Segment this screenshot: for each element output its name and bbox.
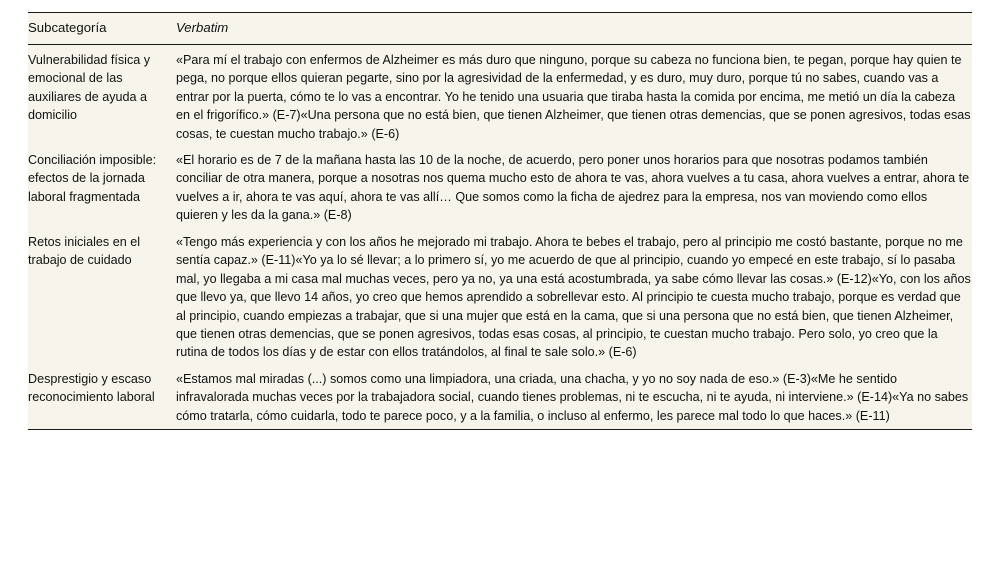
table-row bbox=[28, 366, 972, 430]
table-cell-verbatim bbox=[176, 229, 972, 366]
table-cell-verbatim bbox=[176, 147, 972, 229]
table-bottom-rule-row bbox=[28, 430, 972, 431]
subcategory-label: Desprestigio y escaso reconocimiento laboral bbox=[28, 371, 155, 405]
table-cell-subcategory bbox=[28, 366, 176, 430]
table-row bbox=[28, 44, 972, 147]
table-bottom-rule bbox=[28, 430, 972, 431]
table-body bbox=[28, 44, 972, 430]
table-header-row bbox=[28, 13, 972, 45]
verbatim-quote: «Para mí el trabajo con enfermos de Alzheimer es más duro que ninguno, porque su cabeza no funciona bien, te pegan, porque hay quien te pega, no porque ellos quieran pegarte, sino por la agresividad de la enfermedad, y es duro, muy duro, porque tú no sabes, cuando vas a entrar por la puerta, cómo te lo vas a encontrar. Yo he tenido una usuaria que tiraba hasta la comida por encima, me metió un día la cabeza en el frigorífico.» (E-7)«Una persona que no está bien, que tienen Alzheimer, que tienen otras demencias, que se ponen agresivos, todas esas cosas, te cuestan mucho trabajo.» (E-6) bbox=[176, 52, 971, 141]
table-cell-subcategory bbox=[28, 44, 176, 147]
column-header-verbatim: Verbatim bbox=[176, 13, 972, 45]
table-cell-subcategory bbox=[28, 147, 176, 229]
table-header bbox=[28, 13, 972, 45]
subcategory-label: Vulnerabilidad física y emocional de las auxiliares de ayuda a domicilio bbox=[28, 52, 151, 123]
subcategory-label: Conciliación imposible: efectos de la jornada laboral fragmentada bbox=[28, 153, 157, 204]
table-cell-verbatim bbox=[176, 44, 972, 147]
subcategory-label: Retos iniciales en el trabajo de cuidado bbox=[28, 234, 141, 268]
table-cell-verbatim bbox=[176, 366, 972, 430]
verbatim-quote: «Estamos mal miradas (...) somos como una limpiadora, una criada, una chacha, y yo no soy nada de eso.» (E-3)«Me he sentido infravalorada muchas veces por la trabajadora social, cuando tienes problemas, ni te escucha, ni te ayuda, ni interviene.» (E-14)«Ya no sabes cómo tratarla, cómo cuidarla, todo te parece poco, y a la familia, o incluso al enfermo, les parece mal todo lo que haces.» (E-11) bbox=[176, 371, 969, 423]
table-cell-subcategory bbox=[28, 229, 176, 366]
verbatim-quote: «El horario es de 7 de la mañana hasta las 10 de la noche, de acuerdo, pero poner unos horarios para que nosotras podamos también conciliar de otra manera, porque a nosotras nos quema mucho esto de ahora te vas, ahora vuelves a tu casa, ahora vuelves a entrar, ahora te vuelves a ir, ahora te vas aquí, ahora te vas allí… Que somos como la ficha de ajedrez para la empresa, nos van moviendo como ellos quieren y les da la gana.» (E-8) bbox=[176, 153, 970, 223]
table-row bbox=[28, 147, 972, 229]
verbatim-quote: «Tengo más experiencia y con los años he mejorado mi trabajo. Ahora te bebes el trabajo, pero al principio me costó bastante, porque no me sentía capaz.» (E-11)«Yo ya lo sé llevar; a lo primero sí, yo me acuerdo de que al principio, cuando yo empecé en este trabajo, sí lo pasaba mal, yo llegaba a mi casa mal muchas veces, pero ya no, ya una está acostumbrada, ya sabe cómo llevar las cosas.» (E-12)«Yo, con los años que llevo ya, que llevo 14 años, yo creo que hemos aprendido a sobrellevar esto. Al principio te cuesta mucho trabajo, porque es verdad que al principio, cuando empiezas a trabajar, que si una mujer que está en la cama, que si una persona que no está bien, que tienen Alzheimer, que tienen otras demencias, que se ponen agresivos, todas esas cosas, al principio, te cuestan mucho trabajo. Pero solo, yo creo que la rutina de todos los días y de estar con ellos tratándolos, al final te sale solo.» (E-6) bbox=[176, 234, 971, 360]
verbatim-table-container bbox=[28, 12, 972, 430]
column-header-subcategory: Subcategoría bbox=[28, 13, 176, 45]
verbatim-table bbox=[28, 12, 972, 430]
table-row bbox=[28, 229, 972, 366]
